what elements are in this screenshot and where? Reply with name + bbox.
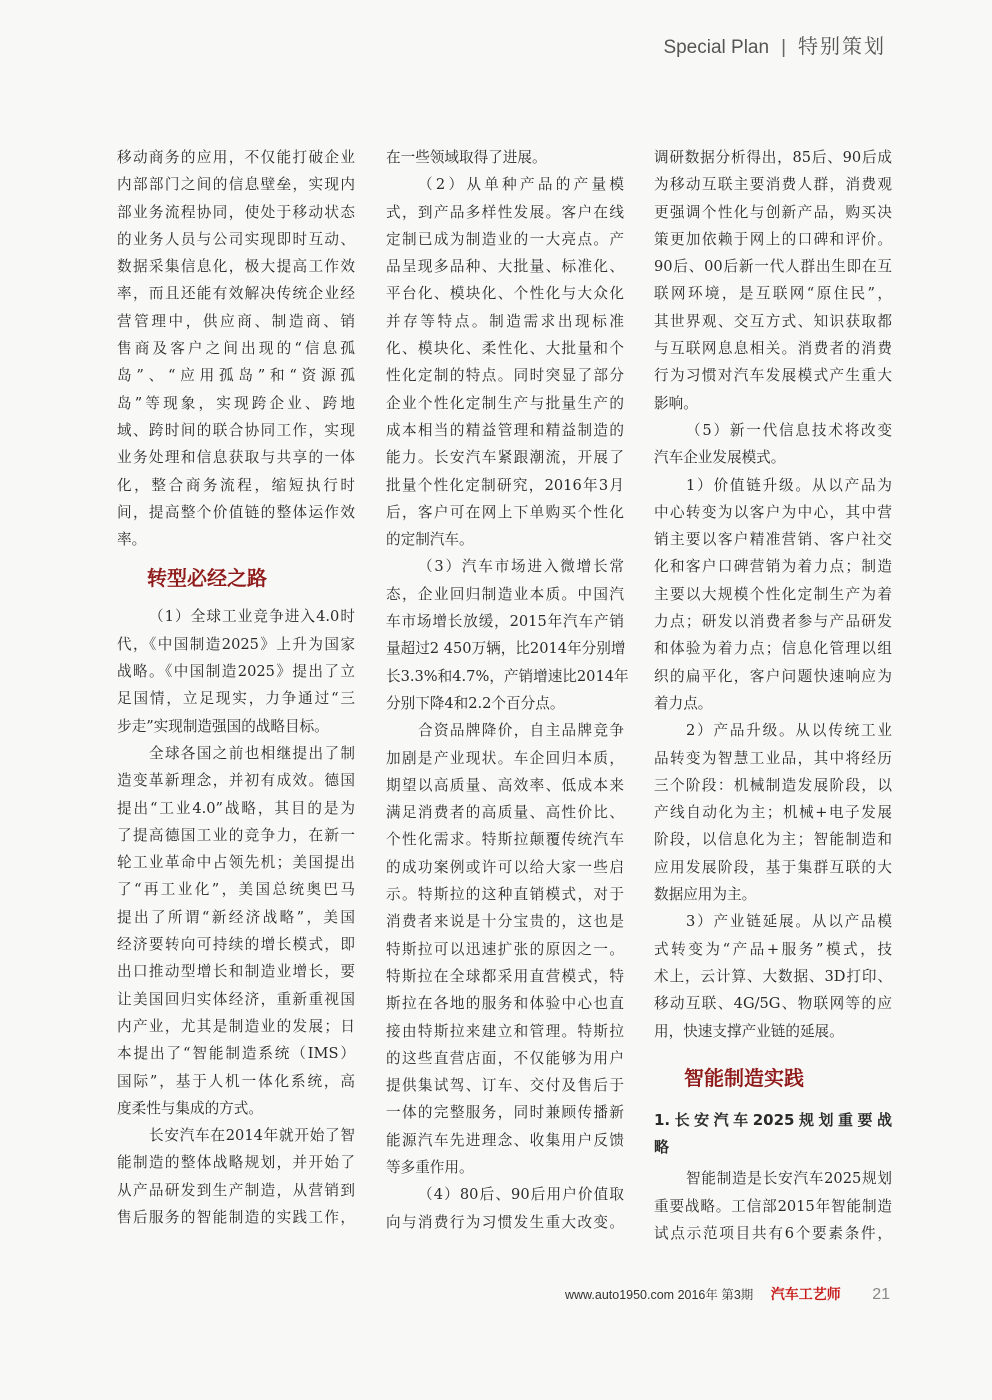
text-column-3 <box>654 144 892 1247</box>
text-line: 业务处理和信息获取与共享的一体 <box>117 449 355 467</box>
text-line: 智能制造是长安汽车2025规划 <box>686 1170 892 1188</box>
paragraph <box>386 717 624 1181</box>
text-line: 售后服务的智能制造的实践工作， <box>117 1208 355 1226</box>
subheading <box>654 1107 892 1162</box>
text-line: 化，整合商务流程，缩短执行时 <box>117 476 355 494</box>
text-line: 车市场增长放缓，2015年汽车产销 <box>386 613 624 631</box>
text-line: 合资品牌降价，自主品牌竞争 <box>418 722 624 740</box>
text-line: 品转变为智慧工业品，其中将经历 <box>654 749 892 767</box>
paragraph <box>117 1122 355 1231</box>
text-line: 等多重作用。 <box>386 1158 474 1176</box>
text-line: 应用发展阶段，基于集群互联的大 <box>654 858 892 876</box>
page-number: 21 <box>872 1286 891 1303</box>
paragraph <box>654 1165 892 1247</box>
text-line: 提出“工业4.0”战略，其目的是为 <box>117 799 355 817</box>
text-line: 从产品研发到生产制造，从营销到 <box>117 1181 355 1199</box>
text-line: 个性化需求。特斯拉颠覆传统汽车 <box>386 831 624 849</box>
text-line: 步走”实现制造强国的战略目标。 <box>117 717 329 735</box>
paragraph <box>654 472 892 718</box>
text-line: 品呈现多品种、大批量、标准化、 <box>386 258 624 276</box>
text-line: 2）产品升级。从以传统工业 <box>686 722 892 740</box>
text-line: 轮工业革命中占领先机；美国提出 <box>117 854 355 872</box>
text-column-2 <box>386 144 629 1236</box>
text-line: 三个阶段：机械制造发展阶段，以 <box>654 776 892 794</box>
text-line: 内部部门之间的信息壁垒，实现内 <box>117 176 355 194</box>
text-line: 示。特斯拉的这种直销模式，对于 <box>386 886 624 904</box>
text-line: 战略。《中国制造2025》提出了立 <box>117 663 355 681</box>
text-line: 为移动互联主要消费人群，消费观 <box>654 176 892 194</box>
text-line: 调研数据分析得出，85后、90后成 <box>654 149 892 166</box>
paragraph <box>654 908 892 1044</box>
text-line: 内产业，尤其是制造业的发展；日 <box>117 1017 355 1035</box>
text-line: 化和客户口碑营销为着力点；制造 <box>654 558 892 576</box>
text-line: 着力点。 <box>654 694 713 712</box>
text-line: 造变革新理念，并初有成效。德国 <box>117 772 355 790</box>
text-line: 分别下降4和2.2个百分点。 <box>386 694 565 712</box>
page-footer <box>565 1284 890 1304</box>
text-line: 全球各国之前也相继提出了制 <box>149 744 355 762</box>
text-line: 数据采集信息化，极大提高工作效 <box>117 258 355 276</box>
text-line: 式，到产品多样性发展。客户在线 <box>386 203 624 221</box>
text-line: 试点示范项目共有6个要素条件， <box>654 1224 892 1242</box>
text-line: 影响。 <box>654 394 698 412</box>
text-line: 性化定制的特点。同时突显了部分 <box>386 367 624 385</box>
text-line: 让美国回归实体经济，重新重视国 <box>117 990 355 1008</box>
paragraph <box>386 1181 624 1236</box>
text-line: 了“再工业化”，美国总统奥巴马 <box>117 881 355 899</box>
text-line: 批量个性化定制研究，2016年3月 <box>386 476 624 494</box>
paragraph <box>386 553 629 717</box>
text-line: 1）价值链升级。从以产品为 <box>686 476 892 494</box>
text-line: 定制已成为制造业的一大亮点。产 <box>386 230 624 248</box>
paragraph <box>386 144 624 171</box>
section-name-en: Special Plan <box>663 37 770 58</box>
text-line: 汽车企业发展模式。 <box>654 449 786 467</box>
text-line: 略 <box>654 1138 670 1157</box>
text-line: 中心转变为以客户为中心，其中营 <box>654 503 892 521</box>
paragraph <box>654 144 892 417</box>
text-line: 销主要以客户精准营销、客户社交 <box>654 531 892 549</box>
paragraph <box>654 717 892 908</box>
header-separator: | <box>781 37 786 58</box>
text-line: 期望以高质量、高效率、低成本来 <box>386 776 624 794</box>
text-line: 长3.3%和4.7%，产销增速比2014年 <box>386 667 629 685</box>
text-line: 域、跨时间的联合协同工作，实现 <box>117 421 355 439</box>
paragraph <box>117 144 355 553</box>
text-line: 的这些直营店面，不仅能够为用户 <box>386 1049 624 1067</box>
text-line: 加剧是产业现状。车企回归本质， <box>386 749 624 767</box>
text-line: 出口推动型增长和制造业增长，要 <box>117 963 355 981</box>
issue-info: 2016年 第3期 <box>677 1288 754 1302</box>
text-line: 率，而且还能有效解决传统企业经 <box>117 285 355 303</box>
text-line: 经济要转向可持续的增长模式，即 <box>117 936 355 954</box>
text-line: 提出了所谓“新经济战略”，美国 <box>117 908 355 926</box>
text-line: 态，企业回归制造业本质。中国汽 <box>386 585 624 603</box>
text-line: 代，《中国制造2025》上升为国家 <box>117 635 355 653</box>
text-line: 度柔性与集成的方式。 <box>117 1099 263 1117</box>
text-line: 特斯拉可以迅速扩张的原因之一。 <box>386 940 624 958</box>
section-heading: 转型必经之路 <box>147 566 267 591</box>
text-line: 平台化、模块化、个性化与大众化 <box>386 285 624 303</box>
text-line: 后，客户可在网上下单购买个性化 <box>386 503 624 521</box>
text-line: 能源汽车先进理念、收集用户反馈 <box>386 1131 624 1149</box>
text-line: 部业务流程协同，使处于移动状态 <box>117 203 355 221</box>
text-line: 产线自动化为主；机械+电子发展 <box>654 804 892 822</box>
text-line: 特斯拉在全球都采用直营模式，特 <box>386 967 624 985</box>
text-line: 并存等特点。制造需求出现标准 <box>386 312 624 330</box>
text-line: 满足消费者的高质量、高性价比、 <box>386 804 624 822</box>
paragraph <box>654 417 892 472</box>
text-line: 1.长安汽车2025规划重要战 <box>654 1110 892 1129</box>
text-line: 式转变为“产品+服务”模式，技 <box>654 940 892 958</box>
text-line: （3）汽车市场进入微增长常 <box>418 558 624 576</box>
text-line: 的定制汽车。 <box>386 531 474 549</box>
text-line: 织的扁平化，客户问题快速响应为 <box>654 667 892 685</box>
text-line: 消费者来说是十分宝贵的，这也是 <box>386 913 624 931</box>
text-line: 量超过2 450万辆，比2014年分别增 <box>386 640 626 658</box>
text-line: （5）新一代信息技术将改变 <box>686 421 892 439</box>
section-name-cn: 特别策划 <box>798 34 886 58</box>
text-line: （4）80后、90后用户价值取 <box>418 1186 624 1204</box>
text-line: 其世界观、交互方式、知识获取都 <box>654 312 892 330</box>
website-url: www.auto1950.com <box>565 1288 675 1302</box>
text-line: （1）全球工业竞争进入4.0时 <box>149 608 355 626</box>
text-line: 用，快速支撑产业链的延展。 <box>654 1022 844 1040</box>
text-line: 主要以大规模个性化定制生产为着 <box>654 585 892 603</box>
text-line: 足国情，立足现实，力争通过“三 <box>117 690 355 708</box>
text-line: 重要战略。工信部2015年智能制造 <box>654 1197 892 1215</box>
text-line: 率。 <box>117 531 147 549</box>
text-line: 术上，云计算、大数据、3D打印、 <box>654 967 892 985</box>
running-header <box>663 30 886 59</box>
text-line: 接由特斯拉来建立和管理。特斯拉 <box>386 1022 624 1040</box>
text-line: 数据应用为主。 <box>654 886 757 904</box>
text-line: 岛”、“应用孤岛”和“资源孤 <box>117 367 355 385</box>
paragraph <box>117 740 355 1122</box>
text-line: 联网环境，是互联网“原住民”， <box>654 285 892 303</box>
text-line: 向与消费行为习惯发生重大改变。 <box>386 1213 624 1231</box>
text-line: 移动商务的应用，不仅能打破企业 <box>117 149 355 166</box>
text-line: 更强调个性化与创新产品，购买决 <box>654 203 892 221</box>
text-line: 间，提高整个价值链的整体运作效 <box>117 503 355 521</box>
section-heading: 智能制造实践 <box>684 1065 804 1090</box>
text-line: 斯拉在各地的服务和体验中心也直 <box>386 995 624 1013</box>
text-line: 一体的完整服务，同时兼顾传播新 <box>386 1104 624 1122</box>
text-line: 移动互联、4G/5G、物联网等的应 <box>654 995 892 1013</box>
text-line: 能制造的整体战略规划，并开始了 <box>117 1154 355 1172</box>
text-line: 企业个性化定制生产与批量生产的 <box>386 394 624 412</box>
text-line: 力点；研发以消费者参与产品研发 <box>654 613 892 631</box>
text-line: 的业务人员与公司实现即时互动、 <box>117 230 355 248</box>
text-line: 国际”，基于人机一体化系统，高 <box>117 1072 355 1090</box>
text-line: 的成功案例或许可以给大家一些启 <box>386 858 624 876</box>
text-line: 和体验为着力点；信息化管理以组 <box>654 640 892 658</box>
text-line: 了提高德国工业的竞争力，在新一 <box>117 826 355 844</box>
paragraph <box>386 171 624 553</box>
text-line: 90后、00后新一代人群出生即在互 <box>654 258 892 276</box>
text-line: 3）产业链延展。从以产品模 <box>686 913 892 931</box>
text-line: 在一些领域取得了进展。 <box>386 149 547 166</box>
text-line: 与互联网息息相关。消费者的消费 <box>654 340 892 358</box>
text-line: 售商及客户之间出现的“信息孤 <box>117 340 355 358</box>
magazine-name: 汽车工艺师 <box>770 1287 841 1303</box>
text-line: 能力。长安汽车紧跟潮流，开展了 <box>386 449 624 467</box>
text-line: 提供集试驾、订车、交付及售后于 <box>386 1077 624 1095</box>
text-line: 本提出了“智能制造系统（IMS） <box>117 1045 355 1063</box>
paragraph <box>117 603 355 739</box>
text-line: 化、模块化、柔性化、大批量和个 <box>386 340 624 358</box>
text-line: 行为习惯对汽车发展模式产生重大 <box>654 367 892 385</box>
text-line: 成本相当的精益管理和精益制造的 <box>386 421 624 439</box>
text-line: 长安汽车在2014年就开始了智 <box>149 1127 355 1145</box>
text-column-1 <box>117 144 355 1231</box>
text-line: 策更加依赖于网上的口碑和评价。 <box>654 230 892 248</box>
text-line: 岛”等现象，实现跨企业、跨地 <box>117 394 355 412</box>
text-line: （2）从单种产品的产量模 <box>418 176 624 194</box>
text-line: 营管理中，供应商、制造商、销 <box>117 312 355 330</box>
text-line: 阶段，以信息化为主；智能制造和 <box>654 831 892 849</box>
